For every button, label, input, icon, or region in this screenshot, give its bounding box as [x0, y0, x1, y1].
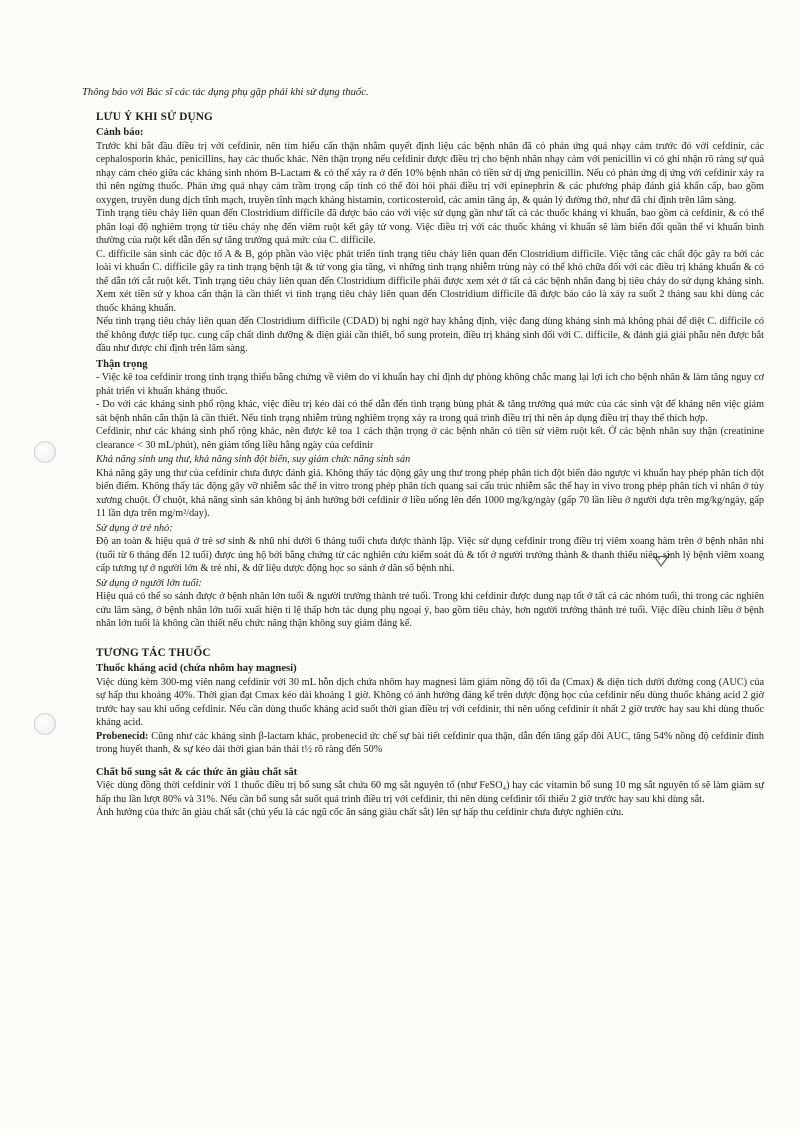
carcinogenicity-paragraph: Khả năng gây ung thư của cefdinir chưa được đánh giá. Không thấy tác động gây ung thư trong phép phân tích đột biến đảo ngược vi khuẩn hay phép phân tích đột biến điểm. Không thấy tác động gây vỡ nhiễm sắc thể in vitro trong phép phân tích quang sai cấu trúc nhiễm sắc thể hay in vivo trong phép phân tích vi nhân ở tủy xương chuột. Ở chuột, khả năng sinh sản không bị ảnh hưởng bởi cefdinir ở liều uống lên đến 1000 mg/kg/ngày (gấp 70 lần liều ở người dựa trên mg/kg/ngày, gấp 11 lần dựa trên mg/m²/day).: [96, 467, 764, 519]
warning-paragraph: Trước khi bắt đầu điều trị với cefdinir, nên tìm hiểu cẩn thận nhằm quyết định liệu các bệnh nhân đã có phản ứng quá nhạy cảm trước đó với cefdinir, các cephalosporin khác, penicillins, hay các thuốc khác. Nên thận trọng nếu cefdinir được điều trị cho bệnh nhân nhạy cảm với penicillin vì có ghi nhận rõ ràng sự quá nhạy cảm chéo giữa các kháng sinh nhóm B-Lactam & có thể xảy ra ở đến 10% bệnh nhân có tiền sử dị ứng penicillin. Nếu có phản ứng dị ứng với cefdinir xảy ra thì nên ngừng thuốc. Phản ứng quá nhạy cảm trầm trọng cấp tính có thể đòi hỏi phải điều trị với epinephrin & các phương pháp đánh giá khẩn cấp, bao gồm oxygen, truyền dung dịch tĩnh mạch, truyền tĩnh mạch kháng histamin, corticosteroid, các amin tăng áp, & quản lý đường thở, như đã chỉ định trên lâm sàng.: [96, 140, 764, 206]
warning-heading: Cảnh báo:: [96, 127, 144, 138]
iron-paragraph: Ảnh hưởng của thức ăn giàu chất sắt (chủ yếu là các ngũ cốc ăn sáng giàu chất sắt) lên sự hấp thu cefdinir chưa được nghiên cứu.: [96, 807, 624, 818]
warning-paragraph: C. difficile sản sinh các độc tố A & B, góp phần vào việc phát triển tình trạng tiêu chảy liên quan đến Clostridium difficile. Việc tăng các chất độc gây ra bởi các loài vi khuẩn C. difficile gây ra tình trạng bệnh tật & tử vong gia tăng, vì những tình trạng nhiễm trùng này có thể khó chữa đối với các điều trị kháng khuẩn & có thể dẫn tới cắt ruột kết. Tình trạng tiêu chảy liên quan đến Clostridium difficile phải được xem xét ở tất cả các bệnh nhân đang bị tiêu chảy do sử dụng kháng sinh. Xem xét tiền sử y khoa cẩn thận là cần thiết vì tình trạng tiêu chảy liên quan đến Clostridium difficile đã được báo cáo là xảy ra suốt 2 tháng sau khi dùng các thuốc kháng khuẩn.: [96, 248, 764, 314]
pediatric-paragraph: Độ an toàn & hiệu quả ở trẻ sơ sinh & nhũ nhi dưới 6 tháng tuổi chưa được thành lập. Việc sử dụng cefdinir trong điều trị viêm xoang hàm trên ở bệnh nhân nhi (tuổi từ 6 tháng đến 12 tuổi) được ủng hộ bởi bằng chứng từ các nghiên cứu kiểm soát đủ & tốt ở người trưởng thành & thanh thiếu niên, sinh lý bệnh viêm xoang cấp tương tự ở người lớn & trẻ nhi, & dữ liệu dược động học so sánh ở dân số bệnh nhi.: [96, 536, 764, 574]
warning-paragraph: Tình trạng tiêu chảy liên quan đến Clostridium difficile đã được báo cáo với việc sử dụng gần như tất cả các thuốc kháng vi khuẩn, bao gồm cả cefdinir, & có thể phân loại độ nghiêm trọng từ tiêu chảy nhẹ đến viêm ruột kết gây tử vong. Việc điều trị với các thuốc kháng vi khuẩn sẽ làm biến đổi quần thể vi khuẩn bình thường của ruột kết dẫn đến sự tăng trưởng quá mức của C. difficile.: [96, 208, 764, 246]
antacid-paragraph: Việc dùng kèm 300-mg viên nang cefdinir với 30 mL hỗn dịch chứa nhôm hay magnesi làm giảm nồng độ tối đa (Cmax) & diện tích dưới đường cong (AUC) của sự hấp thu khoảng 40%. Thời gian đạt Cmax kéo dài khoảng 1 giờ. Không có ảnh hưởng đáng kể trên dược động học của cefdinir nếu dùng thuốc kháng acid 2 giờ trước hay sau khi uống cefdinir. Nếu cần dùng thuốc kháng acid suốt thời gian điều trị với cefdinir, thì nên uống cefdinir ít nhất 2 giờ trước hay sau khi dùng thuốc kháng acid.: [96, 676, 764, 728]
section-title-interactions: TƯƠNG TÁC THUỐC: [96, 646, 211, 659]
geriatric-heading: Sử dụng ở người lớn tuổi:: [96, 577, 202, 589]
warning-paragraph: Nếu tình trạng tiêu chảy liên quan đến Clostridium difficile (CDAD) bị nghi ngờ hay khẳng định, việc đang dùng kháng sinh mà không phải để diệt C. difficile có thể không được tiếp tục. cung cấp chất dinh dưỡng & điện giải cần thiết, bổ sung protein, điều trị kháng sinh đối với C. difficile, & đánh giá giải phẫu nên được bắt đầu như được chỉ định trên lâm sàng.: [96, 316, 764, 354]
probenecid-paragraph: [96, 730, 764, 757]
antacid-heading: Thuốc kháng acid (chứa nhôm hay magnesi): [96, 663, 297, 674]
doctor-notice: Thông báo với Bác sĩ các tác dụng phụ gặp phải khi sử dụng thuốc.: [82, 87, 369, 98]
probenecid-text: Cũng như các kháng sinh β-lactam khác, probenecid ức chế sự bài tiết cefdinir qua thận, dẫn đến tăng gấp đôi AUC, tăng 54% nồng độ cefdinir đỉnh trong huyết thanh, & sự kéo dài thời gian bán thải t½ rõ ràng đến 50%: [96, 730, 764, 755]
carcinogenicity-heading: Khả năng sinh ung thư, khả năng sinh đột biến, suy giảm chức năng sinh sản: [96, 454, 411, 465]
binder-hole-icon: [34, 441, 56, 463]
probenecid-label: Probenecid:: [96, 730, 149, 742]
caution-paragraph: - Việc kê toa cefdinir trong tình trạng thiếu bằng chứng về viêm do vi khuẩn hay chỉ định dự phòng không chắc mang lại lợi ích cho bệnh nhân & làm tăng nguy cơ phát triển vi khuẩn kháng thuốc.: [96, 372, 764, 397]
caution-paragraph: Cefdinir, như các kháng sinh phổ rộng khác, nên được kê toa 1 cách thận trọng ở các bệnh nhân có tiền sử viêm ruột kết. Ở các bệnh nhân suy thận (creatinine clearance < 30 mL/phút), nên giảm tổng liều hằng ngày của cefdinir: [96, 426, 764, 451]
binder-hole-icon: [34, 713, 56, 735]
caution-paragraph: - Do với các kháng sinh phổ rộng khác, việc điều trị kéo dài có thể dẫn đến tình trạng bùng phát & tăng trưởng quá mức của các sinh vật để kháng nên việc giám sát bệnh nhân cẩn thận là cần thiết. Nếu tình trạng nhiễm trùng nghiêm trọng xảy ra trong quá trình điều trị thì nên áp dụng điều trị thay thế thích hợp.: [96, 399, 764, 424]
iron-paragraph: Việc dùng đồng thời cefdinir với 1 thuốc điều trị bổ sung sắt chứa 60 mg sắt nguyên tố (như FeSO₄) hay các vitamin bổ sung 10 mg sắt nguyên tố sẽ làm giảm sự hấp thu lần lượt 80% và 31%. Nếu cần bổ sung sắt suốt quá trình điều trị với cefdinir, thì nên dùng cefdinir tối thiểu 2 giờ trước hay sau khi dùng sắt.: [96, 780, 764, 805]
geriatric-paragraph: Hiệu quả có thể so sánh được ở bệnh nhân lớn tuổi & người trưởng thành trẻ tuổi. Trong khi cefdinir được dung nạp tốt ở tất cả các nhóm tuổi, thì trong các nghiên cứu lâm sàng, ở bệnh nhân lớn tuổi xuất hiện tỉ lệ thấp hơn tác dụng phụ ngoại ý, bao gồm tiêu chảy, hơn người trưởng thành trẻ tuổi. Việc điều chỉnh liều ở bệnh nhân lớn tuổi là không cần thiết nếu chức năng thận không suy giảm đáng kể.: [96, 591, 764, 629]
caution-heading: Thận trọng: [96, 358, 148, 370]
section-title-precautions: LƯU Ý KHI SỬ DỤNG: [96, 110, 213, 123]
document-body: [82, 86, 764, 820]
iron-heading: Chất bổ sung sắt & các thức ăn giàu chất sắt: [96, 766, 298, 778]
pediatric-heading: Sử dụng ở trẻ nhỏ:: [96, 522, 173, 534]
